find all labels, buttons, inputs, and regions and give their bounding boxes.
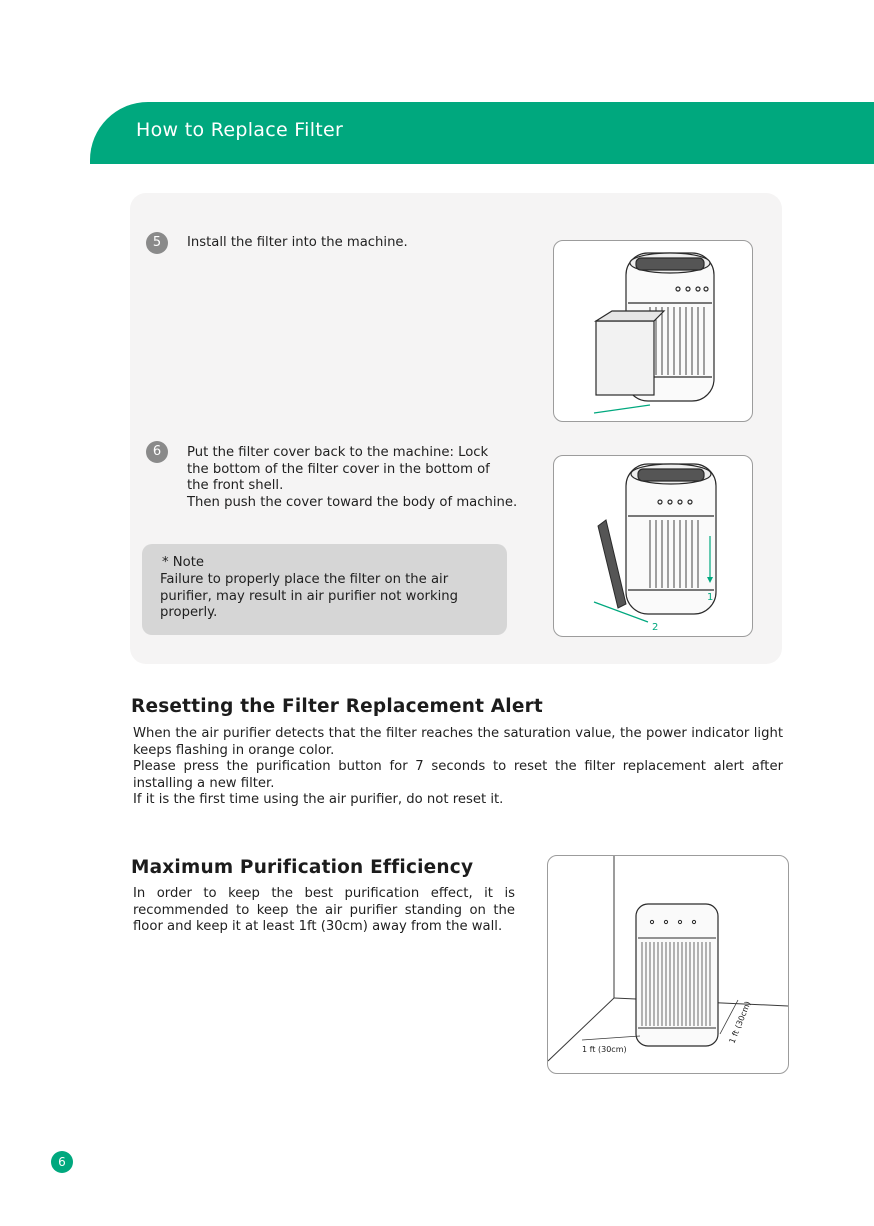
placement-illustration bbox=[547, 855, 789, 1074]
install-filter-illustration bbox=[553, 240, 753, 422]
step-6-line: the front shell. bbox=[187, 478, 284, 493]
page-title: How to Replace Filter bbox=[136, 119, 344, 141]
wall-distance-label: 1 ft (30cm) bbox=[727, 1000, 753, 1045]
page-number: 6 bbox=[51, 1151, 73, 1173]
reset-alert-heading: Resetting the Filter Replacement Alert bbox=[131, 696, 543, 717]
arrow-label-1: 1 bbox=[707, 592, 714, 603]
step-number-badge: 5 bbox=[146, 232, 168, 254]
note-text: Failure to properly place the filter on the air purifier, may result in air purifier not working properly. bbox=[160, 572, 458, 620]
floor-distance-label: 1 ft (30cm) bbox=[582, 1045, 627, 1054]
note-box bbox=[142, 544, 507, 635]
arrow-label-2: 2 bbox=[652, 622, 659, 633]
cover-back-illustration bbox=[553, 455, 753, 637]
efficiency-text: In order to keep the best purification effect, it is recommended to keep the air purifier standing on the floor and keep it at least 1ft (30cm) away from the wall. bbox=[133, 886, 515, 935]
step-5-text: Install the filter into the machine. bbox=[187, 235, 408, 250]
note-title: * Note bbox=[162, 555, 205, 570]
efficiency-heading: Maximum Purification Efficiency bbox=[131, 857, 474, 878]
purifier-room-placement-icon bbox=[548, 856, 790, 1075]
reset-alert-paragraph: Please press the purification button for 7 seconds to reset the filter replacement alert after installing a new filter. bbox=[133, 759, 783, 791]
step-number-badge: 6 bbox=[146, 441, 168, 463]
step-6-line: Then push the cover toward the body of machine. bbox=[187, 494, 518, 510]
reset-alert-paragraph: If it is the first time using the air purifier, do not reset it. bbox=[133, 792, 504, 808]
reset-alert-text bbox=[133, 726, 783, 809]
purifier-cover-close-icon bbox=[554, 456, 754, 638]
step-6-line: Put the filter cover back to the machine: Lock bbox=[187, 445, 489, 460]
step-6-line: the bottom of the filter cover in the bottom of bbox=[187, 461, 490, 477]
purifier-filter-insert-icon bbox=[554, 241, 754, 423]
step-6-text bbox=[187, 445, 517, 511]
reset-alert-paragraph: When the air purifier detects that the filter reaches the saturation value, the power indicator light keeps flashing in orange color. bbox=[133, 726, 783, 758]
